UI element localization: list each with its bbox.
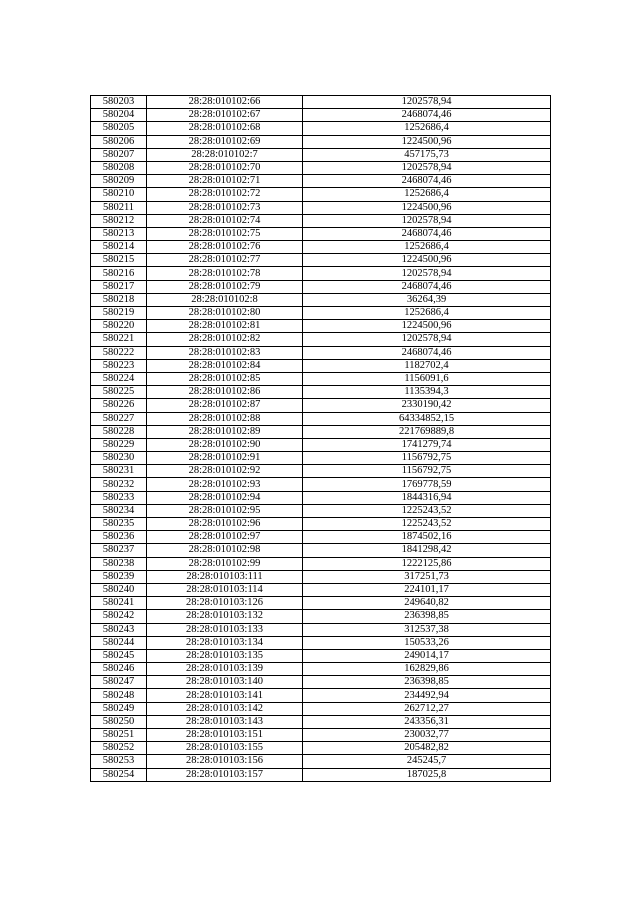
cadastral-value-cell: 1202578,94 — [303, 96, 551, 109]
row-number-cell: 580219 — [91, 307, 147, 320]
cadastral-number-cell: 28:28:010103:114 — [147, 583, 303, 596]
cadastral-value-cell: 1874502,16 — [303, 531, 551, 544]
cadastral-number-cell: 28:28:010102:91 — [147, 452, 303, 465]
table-body — [91, 96, 551, 782]
table-row — [91, 610, 551, 623]
row-number-cell: 580207 — [91, 148, 147, 161]
row-number-cell: 580244 — [91, 636, 147, 649]
cadastral-number-cell: 28:28:010103:134 — [147, 636, 303, 649]
cadastral-value-cell: 1224500,96 — [303, 201, 551, 214]
cadastral-number-cell: 28:28:010103:135 — [147, 649, 303, 662]
table-row — [91, 346, 551, 359]
cadastral-number-cell: 28:28:010102:68 — [147, 122, 303, 135]
cadastral-number-cell: 28:28:010102:84 — [147, 359, 303, 372]
cadastral-value-cell: 1741279,74 — [303, 438, 551, 451]
cadastral-number-cell: 28:28:010103:111 — [147, 570, 303, 583]
cadastral-number-cell: 28:28:010102:92 — [147, 465, 303, 478]
cadastral-value-cell: 1202578,94 — [303, 267, 551, 280]
row-number-cell: 580231 — [91, 465, 147, 478]
cadastral-value-cell: 221769889,8 — [303, 425, 551, 438]
row-number-cell: 580214 — [91, 241, 147, 254]
cadastral-value-cell: 2468074,46 — [303, 175, 551, 188]
table-row — [91, 109, 551, 122]
cadastral-value-cell: 162829,86 — [303, 663, 551, 676]
row-number-cell: 580245 — [91, 649, 147, 662]
table-row — [91, 597, 551, 610]
cadastral-number-cell: 28:28:010102:93 — [147, 478, 303, 491]
cadastral-number-cell: 28:28:010102:97 — [147, 531, 303, 544]
cadastral-number-cell: 28:28:010103:126 — [147, 597, 303, 610]
cadastral-number-cell: 28:28:010102:70 — [147, 161, 303, 174]
row-number-cell: 580241 — [91, 597, 147, 610]
cadastral-number-cell: 28:28:010102:86 — [147, 386, 303, 399]
cadastral-value-cell: 1202578,94 — [303, 214, 551, 227]
cadastral-number-cell: 28:28:010103:141 — [147, 689, 303, 702]
cadastral-value-cell: 1224500,96 — [303, 254, 551, 267]
cadastral-value-cell: 187025,8 — [303, 768, 551, 781]
cadastral-number-cell: 28:28:010103:142 — [147, 702, 303, 715]
table-row — [91, 175, 551, 188]
table-row — [91, 425, 551, 438]
row-number-cell: 580216 — [91, 267, 147, 280]
cadastral-value-cell: 1225243,52 — [303, 504, 551, 517]
cadastral-value-cell: 224101,17 — [303, 583, 551, 596]
table-row — [91, 254, 551, 267]
cadastral-number-cell: 28:28:010102:87 — [147, 399, 303, 412]
cadastral-value-cell: 36264,39 — [303, 293, 551, 306]
row-number-cell: 580229 — [91, 438, 147, 451]
table-row — [91, 372, 551, 385]
cadastral-number-cell: 28:28:010103:157 — [147, 768, 303, 781]
cadastral-number-cell: 28:28:010102:66 — [147, 96, 303, 109]
row-number-cell: 580218 — [91, 293, 147, 306]
row-number-cell: 580230 — [91, 452, 147, 465]
row-number-cell: 580205 — [91, 122, 147, 135]
row-number-cell: 580203 — [91, 96, 147, 109]
row-number-cell: 580248 — [91, 689, 147, 702]
table-row — [91, 570, 551, 583]
cadastral-value-cell: 2330190,42 — [303, 399, 551, 412]
cadastral-number-cell: 28:28:010103:143 — [147, 715, 303, 728]
table-row — [91, 531, 551, 544]
row-number-cell: 580250 — [91, 715, 147, 728]
cadastral-value-cell: 2468074,46 — [303, 109, 551, 122]
row-number-cell: 580242 — [91, 610, 147, 623]
row-number-cell: 580237 — [91, 544, 147, 557]
cadastral-value-cell: 1844316,94 — [303, 491, 551, 504]
row-number-cell: 580249 — [91, 702, 147, 715]
table-row — [91, 742, 551, 755]
table-row — [91, 293, 551, 306]
row-number-cell: 580221 — [91, 333, 147, 346]
cadastral-number-cell: 28:28:010102:77 — [147, 254, 303, 267]
cadastral-value-cell: 64334852,15 — [303, 412, 551, 425]
cadastral-number-cell: 28:28:010102:71 — [147, 175, 303, 188]
table-row — [91, 636, 551, 649]
table-row — [91, 386, 551, 399]
cadastral-number-cell: 28:28:010102:90 — [147, 438, 303, 451]
row-number-cell: 580251 — [91, 729, 147, 742]
cadastral-number-cell: 28:28:010103:140 — [147, 676, 303, 689]
cadastral-number-cell: 28:28:010102:74 — [147, 214, 303, 227]
table-row — [91, 715, 551, 728]
row-number-cell: 580209 — [91, 175, 147, 188]
cadastral-number-cell: 28:28:010103:156 — [147, 755, 303, 768]
row-number-cell: 580217 — [91, 280, 147, 293]
cadastral-number-cell: 28:28:010102:85 — [147, 372, 303, 385]
cadastral-number-cell: 28:28:010103:155 — [147, 742, 303, 755]
cadastral-value-cell: 1222125,86 — [303, 557, 551, 570]
table-row — [91, 188, 551, 201]
table-row — [91, 267, 551, 280]
cadastral-number-cell: 28:28:010102:89 — [147, 425, 303, 438]
table-row — [91, 320, 551, 333]
table-row — [91, 478, 551, 491]
row-number-cell: 580239 — [91, 570, 147, 583]
row-number-cell: 580243 — [91, 623, 147, 636]
row-number-cell: 580206 — [91, 135, 147, 148]
cadastral-value-cell: 236398,85 — [303, 676, 551, 689]
table-row — [91, 623, 551, 636]
row-number-cell: 580247 — [91, 676, 147, 689]
cadastral-value-cell: 245245,7 — [303, 755, 551, 768]
table-row — [91, 359, 551, 372]
cadastral-value-cell: 317251,73 — [303, 570, 551, 583]
row-number-cell: 580227 — [91, 412, 147, 425]
cadastral-number-cell: 28:28:010102:7 — [147, 148, 303, 161]
cadastral-value-cell: 1252686,4 — [303, 122, 551, 135]
table-row — [91, 583, 551, 596]
table-row — [91, 544, 551, 557]
row-number-cell: 580204 — [91, 109, 147, 122]
cadastral-number-cell: 28:28:010102:73 — [147, 201, 303, 214]
row-number-cell: 580213 — [91, 227, 147, 240]
table-row — [91, 161, 551, 174]
table-row — [91, 755, 551, 768]
cadastral-number-cell: 28:28:010102:75 — [147, 227, 303, 240]
table-row — [91, 465, 551, 478]
cadastral-value-cell: 234492,94 — [303, 689, 551, 702]
cadastral-value-cell: 243356,31 — [303, 715, 551, 728]
row-number-cell: 580246 — [91, 663, 147, 676]
cadastral-value-cell: 1252686,4 — [303, 241, 551, 254]
cadastral-value-table — [90, 95, 551, 782]
row-number-cell: 580228 — [91, 425, 147, 438]
cadastral-value-cell: 1769778,59 — [303, 478, 551, 491]
table-row — [91, 689, 551, 702]
table-row — [91, 333, 551, 346]
cadastral-number-cell: 28:28:010103:139 — [147, 663, 303, 676]
table-row — [91, 518, 551, 531]
row-number-cell: 580240 — [91, 583, 147, 596]
row-number-cell: 580210 — [91, 188, 147, 201]
cadastral-value-cell: 205482,82 — [303, 742, 551, 755]
row-number-cell: 580226 — [91, 399, 147, 412]
cadastral-value-cell: 230032,77 — [303, 729, 551, 742]
cadastral-number-cell: 28:28:010102:99 — [147, 557, 303, 570]
row-number-cell: 580223 — [91, 359, 147, 372]
cadastral-value-cell: 2468074,46 — [303, 227, 551, 240]
cadastral-number-cell: 28:28:010102:67 — [147, 109, 303, 122]
cadastral-number-cell: 28:28:010102:8 — [147, 293, 303, 306]
cadastral-value-cell: 1224500,96 — [303, 320, 551, 333]
cadastral-number-cell: 28:28:010102:76 — [147, 241, 303, 254]
table-row — [91, 729, 551, 742]
table-row — [91, 504, 551, 517]
cadastral-number-cell: 28:28:010102:88 — [147, 412, 303, 425]
table-row — [91, 663, 551, 676]
row-number-cell: 580208 — [91, 161, 147, 174]
cadastral-value-cell: 312537,38 — [303, 623, 551, 636]
cadastral-value-cell: 1252686,4 — [303, 307, 551, 320]
cadastral-value-cell: 236398,85 — [303, 610, 551, 623]
cadastral-value-cell: 1202578,94 — [303, 333, 551, 346]
cadastral-number-cell: 28:28:010102:96 — [147, 518, 303, 531]
table-row — [91, 702, 551, 715]
table-row — [91, 438, 551, 451]
table-row — [91, 148, 551, 161]
cadastral-value-cell: 1156792,75 — [303, 452, 551, 465]
cadastral-number-cell: 28:28:010102:94 — [147, 491, 303, 504]
cadastral-value-cell: 457175,73 — [303, 148, 551, 161]
table-row — [91, 452, 551, 465]
row-number-cell: 580235 — [91, 518, 147, 531]
table-row — [91, 241, 551, 254]
cadastral-number-cell: 28:28:010102:80 — [147, 307, 303, 320]
row-number-cell: 580225 — [91, 386, 147, 399]
table-row — [91, 280, 551, 293]
table-row — [91, 649, 551, 662]
table-row — [91, 227, 551, 240]
cadastral-number-cell: 28:28:010102:95 — [147, 504, 303, 517]
cadastral-value-cell: 1252686,4 — [303, 188, 551, 201]
cadastral-number-cell: 28:28:010103:151 — [147, 729, 303, 742]
cadastral-number-cell: 28:28:010102:72 — [147, 188, 303, 201]
cadastral-number-cell: 28:28:010103:133 — [147, 623, 303, 636]
cadastral-value-cell: 1224500,96 — [303, 135, 551, 148]
table-row — [91, 412, 551, 425]
table-row — [91, 307, 551, 320]
row-number-cell: 580224 — [91, 372, 147, 385]
table-row — [91, 135, 551, 148]
cadastral-value-cell: 1202578,94 — [303, 161, 551, 174]
table-row — [91, 201, 551, 214]
table-row — [91, 676, 551, 689]
cadastral-value-cell: 1135394,3 — [303, 386, 551, 399]
row-number-cell: 580234 — [91, 504, 147, 517]
row-number-cell: 580253 — [91, 755, 147, 768]
cadastral-value-cell: 1156091,6 — [303, 372, 551, 385]
cadastral-value-cell: 262712,27 — [303, 702, 551, 715]
cadastral-number-cell: 28:28:010102:83 — [147, 346, 303, 359]
cadastral-value-cell: 1841298,42 — [303, 544, 551, 557]
table-row — [91, 768, 551, 781]
cadastral-number-cell: 28:28:010102:81 — [147, 320, 303, 333]
table-row — [91, 122, 551, 135]
row-number-cell: 580238 — [91, 557, 147, 570]
cadastral-value-cell: 249640,82 — [303, 597, 551, 610]
row-number-cell: 580232 — [91, 478, 147, 491]
row-number-cell: 580215 — [91, 254, 147, 267]
cadastral-number-cell: 28:28:010102:98 — [147, 544, 303, 557]
cadastral-value-cell: 1156792,75 — [303, 465, 551, 478]
table-row — [91, 491, 551, 504]
row-number-cell: 580220 — [91, 320, 147, 333]
cadastral-number-cell: 28:28:010102:69 — [147, 135, 303, 148]
cadastral-number-cell: 28:28:010102:82 — [147, 333, 303, 346]
cadastral-value-cell: 1182702,4 — [303, 359, 551, 372]
cadastral-number-cell: 28:28:010103:132 — [147, 610, 303, 623]
cadastral-value-cell: 1225243,52 — [303, 518, 551, 531]
row-number-cell: 580212 — [91, 214, 147, 227]
row-number-cell: 580222 — [91, 346, 147, 359]
cadastral-value-cell: 150533,26 — [303, 636, 551, 649]
cadastral-number-cell: 28:28:010102:78 — [147, 267, 303, 280]
cadastral-value-cell: 2468074,46 — [303, 280, 551, 293]
row-number-cell: 580236 — [91, 531, 147, 544]
row-number-cell: 580233 — [91, 491, 147, 504]
cadastral-value-cell: 2468074,46 — [303, 346, 551, 359]
table-row — [91, 399, 551, 412]
row-number-cell: 580211 — [91, 201, 147, 214]
table-row — [91, 557, 551, 570]
row-number-cell: 580252 — [91, 742, 147, 755]
cadastral-number-cell: 28:28:010102:79 — [147, 280, 303, 293]
row-number-cell: 580254 — [91, 768, 147, 781]
table-row — [91, 214, 551, 227]
table-row — [91, 96, 551, 109]
cadastral-value-cell: 249014,17 — [303, 649, 551, 662]
